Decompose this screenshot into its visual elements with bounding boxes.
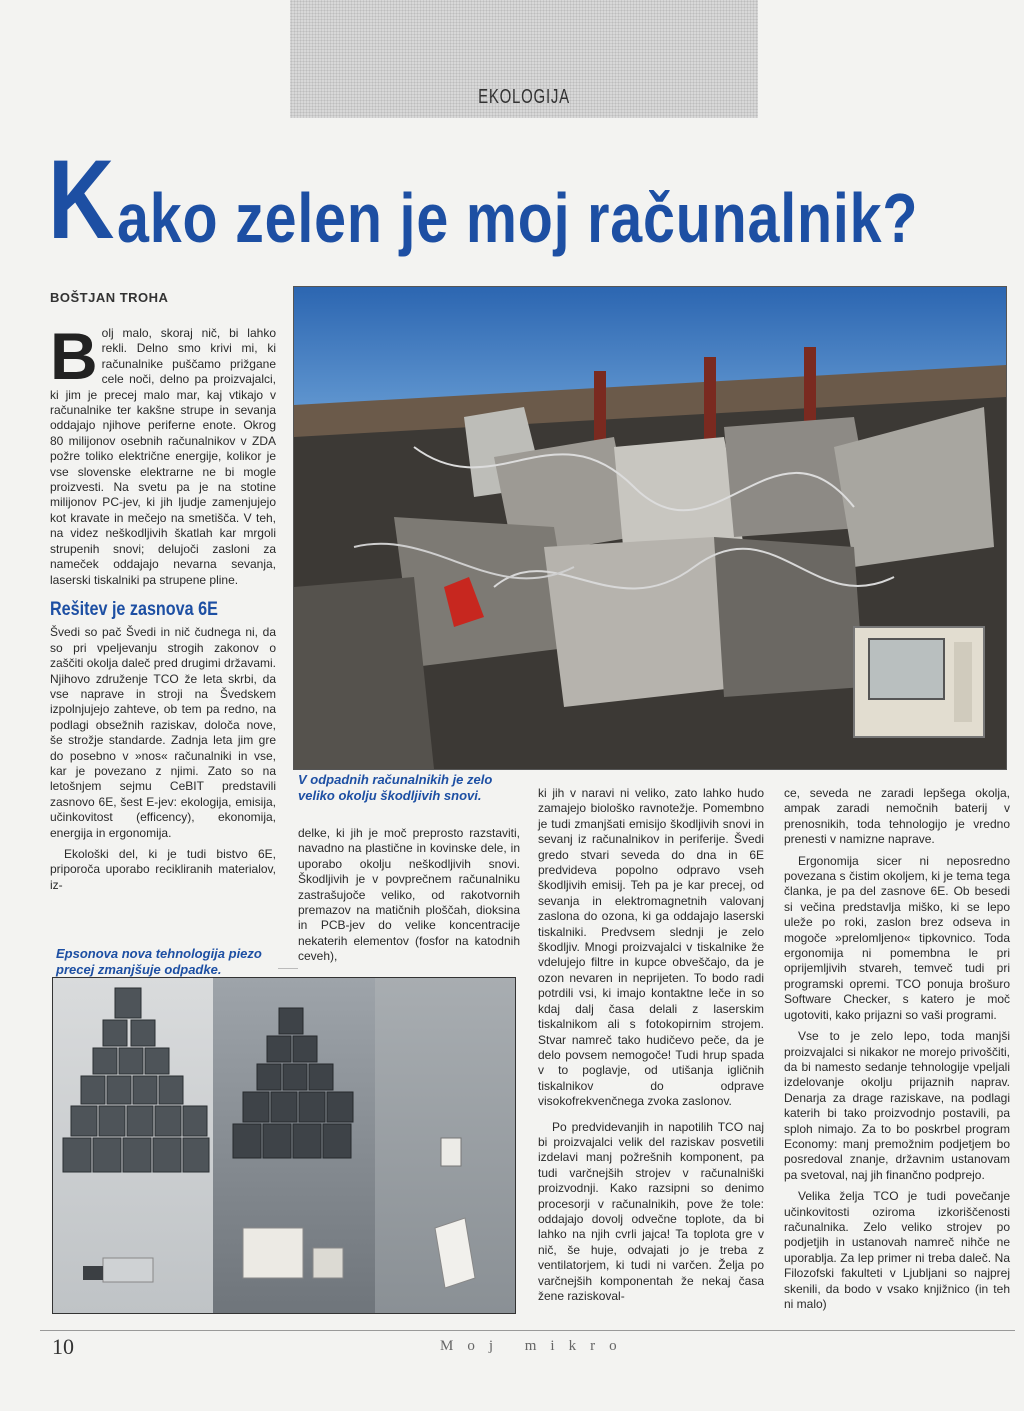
article-column-3 — [538, 786, 764, 1310]
article-column-4 — [784, 786, 1010, 1318]
container-stack-medium — [213, 978, 375, 1313]
paragraph: delke, ki jih je moč preprosto razstaviti, navadno na plastične in kovinske dele, in uporabo okolju neškodljivih snovi. Škodljivih je v povprečnem računalniku zastrašujoče veliko, od rakotvornih premazov na matičnih ploščah, dioksina in PCB-jev do velike koncentracije nekaterih elementov (fosfor na katodnih ceveh), — [298, 826, 520, 964]
caption-scrap-photo: V odpadnih računalnikih je zelo veliko okolju škodljivih snovi. — [298, 772, 493, 803]
photo-panel-2 — [213, 978, 375, 1313]
author-byline: BOŠTJAN TROHA — [50, 290, 169, 305]
article-column-1 — [50, 319, 276, 899]
magazine-name: Moj mikro — [440, 1338, 631, 1354]
headline-rest: ako zelen je moj računalnik? — [116, 179, 919, 257]
photo-epson-waste-comparison — [52, 977, 516, 1314]
paragraph: Po predvidevanjih in napotilih TCO naj bi proizvajalci velik del raziskav posvetili izdelavi manj požrešnih komponent, pa tudi varčnejših strojev v računalniški proizvodnji. Kako razsipni so denimo procesorji v računalnikih, pove že tole: oddajajo dovolj odvečne toplote, da bi lahko na njih cvrli jajca! Ta toplota gre v nič, še huje, odvajati jo je treba z ventilatorjem, ki tudi ni varčen. Želja po varčnejših komponentah že nekaj časa žene raziskoval- — [538, 1119, 764, 1303]
photo-panel-1 — [53, 978, 213, 1313]
container-stack-large — [53, 978, 213, 1313]
paragraph: Vse to je zelo lepo, toda manjši proizvajalci si nikakor ne morejo privoščiti, da bi namesto sedanje tehnologije vpeljali izdelovanje okolju prijaznih naprav. Denarja za drage raziskave, na podlagi katerih bi tako proizvodnjo postavili, pa sploh nimajo. Za to bo poskrbel program Economy: manj premožnim podjetjem bo posredoval znanje, državnim ustanovam pa svetoval, naj jih finančno podprejo. — [784, 1029, 1010, 1182]
container-single — [375, 978, 515, 1313]
caption-epson-photo: Epsonova nova tehnologija piezo precej zmanjšuje odpadke. — [56, 946, 262, 977]
photo-computer-scrap — [293, 286, 1007, 770]
paragraph: Ergonomija sicer ni neposredno povezana s čistim okoljem, ki je tema tega članka, je pa del zasnove 6E. Ob besedi si večina predstavlja miško, ki se lepo uleže po roki, zaslon brez odseva in mogoče »prelomljeno« tipkovnico. Toda ergonomija ni pomembna le pri oprijemljivih stvareh, temveč tudi pri programski opremi. TCO ponuja brošuro Software Checker, s katero je moč ugotoviti, kako prijazni so vaši programi. — [784, 853, 1010, 1022]
footer-rule — [40, 1330, 1015, 1331]
paragraph: ce, seveda ne zaradi lepšega okolja, ampak zaradi nemočnih baterij v prenosnikih, toda tehnologijo je vredno prenesti v namizne naprave. — [784, 786, 1010, 847]
scrap-heap-illustration — [294, 287, 1006, 769]
photo-panel-3 — [375, 978, 515, 1313]
page-number: 10 — [52, 1334, 74, 1359]
section-label: EKOLOGIJA — [478, 86, 570, 108]
intro-paragraph: Bolj malo, skoraj nič, bi lahko rekli. Delno smo krivi mi, ki računalnike puščamo prižgane cele noči, delno pa proizvajalci, ki jim je precej malo mar, kaj vtikajo v računalnike ter kakšne strupe in sevanja oddajajo njihove periferne enote. Okrog 80 milijonov osebnih računalnikov v ZDA požre toliko električne energije, kolikor je vse slovenske elektrarne ne bi mogle proizvesti. Na svetu pa je na stotine milijonov PC-jev, ki jih ljudje zamenjujejo kot kravate in mečejo na smetišča. V teh, na videz neškodljivih škatlah kar mrgoli strupenih snovi; delujoči zasloni za nameček oddajajo nevarna sevanja, laserski tiskalniki pa strupene pline. — [50, 319, 276, 587]
article-column-2 — [298, 826, 520, 971]
paragraph: Švedi so pač Švedi in nič čudnega ni, da so pri vpeljevanju strogih zakonov o zaščiti okolja daleč pred drugimi državami. Njihovo združenje TCO že leta skrbi, da vse naprave in stroji na Švedskem izpolnjujejo zahteve, ob tem pa redno, na podlagi obsežnih raziskav, določa nove, še strožje standarde. Zadnja leta jim gre do posebno v »nos« računalniki in vse, kar je povezano z njimi. Zato so na letošnjem sejmu CeBIT predstavili zasnovo 6E, šest E-jev: ekologija, emisija, učinkovitost (efficency), ekonomija, energija in ergonomija. — [50, 625, 276, 840]
headline — [48, 137, 1008, 262]
paragraph: ki jih v naravi ni veliko, zato lahko hudo zamajejo biološko ravnotežje. Pomembno je tudi zmanjšati emisijo škodljivih snovi in sevanj iz računalnikov in periferije. Švedi gredo stvari seveda do dna in 6E predvideva popolno odpravo vseh škodljivih emisij. Teh pa je kar precej, od sevanja in elektromagnetnih valovanj zaslona do ozona, ki ga oddajajo laserski tiskalniki. Predvsem slednji je zelo škodljiv. Mnogi proizvajalci v tiskalnike že vdelujejo filtre in kupce obveščajo, da je ozon nevaren in neprijeten. To bodo radi potrdili vsi, ki imajo kontaktne leče in so kdaj dalj časa delali z laserskim tiskalnikom ali s fotokopirnim strojem. Stvar namreč tako hudičevo peče, da je delo povsem nemogoče! Tudi hrup spada v to poglavje, od utišanja igličnih tiskalnikov do odprave visokofrekvenčnega zvoka zaslonov. — [538, 786, 764, 1109]
headline-initial: K — [48, 137, 115, 262]
drop-cap: B — [50, 319, 98, 393]
paragraph: Velika želja TCO je tudi povečanje učinkovitosti oziroma izkoriščenosti računalnika. Zelo veliko strojev po podjetjih in ustanovah namreč nihče ne uporablja. Za lep primer ni treba daleč. Na Filozofski fakulteti v Ljubljani so najprej skenili, da bodo v vsako knjižnico (in teh ni malo) — [784, 1189, 1010, 1311]
paragraph: Ekološki del, ki je tudi bistvo 6E, priporoča uporabo recikliranih materialov, iz- — [50, 847, 276, 892]
subheading: Rešitev je zasnova 6E — [50, 598, 218, 620]
